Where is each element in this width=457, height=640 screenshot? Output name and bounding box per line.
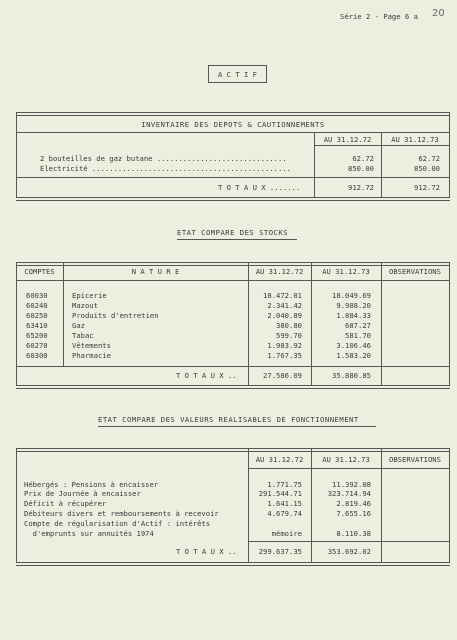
valeurs-row-v72: 1.641.15 bbox=[267, 499, 302, 508]
stocks-total-72: 27.586.09 bbox=[263, 371, 302, 380]
stocks-row-compte: 60030 bbox=[26, 291, 48, 300]
stocks-row-v72: 599.70 bbox=[276, 331, 302, 340]
valeurs-header-73: AU 31.12.73 bbox=[322, 455, 370, 464]
page-series-label: Série 2 - Page 6 a bbox=[340, 12, 418, 21]
valeurs-total-label: T O T A U X .. bbox=[176, 547, 237, 556]
stocks-row-nature: Mazout bbox=[72, 301, 98, 310]
inventaire-col-header-72: AU 31.12.72 bbox=[323, 135, 372, 144]
stocks-row-v72: 1.767.35 bbox=[267, 351, 302, 360]
stocks-row-nature: Epicerie bbox=[72, 291, 107, 300]
inventaire-row-v72: 850.00 bbox=[348, 164, 374, 173]
stocks-header-72: AU 31.12.72 bbox=[255, 267, 304, 276]
valeurs-row-label: Prix de Journée à encaisser bbox=[24, 489, 141, 498]
stocks-row-v73: 18.049.69 bbox=[332, 291, 371, 300]
stocks-row-v73: 1.884.33 bbox=[336, 311, 371, 320]
stocks-row-compte: 60240 bbox=[26, 301, 48, 310]
valeurs-row-v73: 323.714.94 bbox=[327, 489, 371, 498]
stocks-row-v73: 9.988.20 bbox=[336, 301, 371, 310]
stocks-row-nature: Produits d'entretien bbox=[72, 311, 159, 320]
stocks-row-v73: 687.27 bbox=[345, 321, 371, 330]
inventaire-total-73: 912.72 bbox=[414, 183, 440, 192]
stocks-row-compte: 65200 bbox=[26, 331, 48, 340]
valeurs-row-v72: 1.771.75 bbox=[267, 480, 302, 489]
stocks-row-v73: 581.70 bbox=[345, 331, 371, 340]
inventaire-title: INVENTAIRE DES DEPOTS & CAUTIONNEMENTS bbox=[141, 120, 325, 129]
stocks-row-v72: 18.472.01 bbox=[263, 291, 302, 300]
valeurs-row-v73: 2.819.46 bbox=[336, 499, 371, 508]
valeurs-row-v73: 7.655.16 bbox=[336, 509, 371, 518]
inventaire-row-v73: 62.72 bbox=[418, 154, 440, 163]
valeurs-row-label: Déficit à récupérer bbox=[24, 499, 107, 508]
valeurs-header-observations: OBSERVATIONS bbox=[389, 455, 441, 464]
stocks-row-v72: 2.341.42 bbox=[267, 301, 302, 310]
stocks-title: ETAT COMPARE DES STOCKS bbox=[177, 228, 289, 237]
valeurs-total-73: 353.692.02 bbox=[327, 547, 371, 556]
valeurs-title: ETAT COMPARE DES VALEURS REALISABLES DE FONCTIONNEMENT bbox=[98, 415, 359, 424]
stocks-row-compte: 60300 bbox=[26, 351, 48, 360]
stocks-row-v72: 2.040.89 bbox=[267, 311, 302, 320]
inventaire-row-label: 2 bouteilles de gaz butane .............................. bbox=[40, 154, 287, 163]
valeurs-row-label: d'emprunts sur annuités 1974 bbox=[24, 529, 154, 538]
stocks-header-73: AU 31.12.73 bbox=[322, 267, 370, 276]
inventaire-total-72: 912.72 bbox=[348, 183, 374, 192]
stocks-total-73: 35.880.85 bbox=[332, 371, 371, 380]
inventaire-row-label: Electricité .............................................. bbox=[40, 164, 291, 173]
stocks-row-compte: 60250 bbox=[26, 311, 48, 320]
valeurs-row-label: Débiteurs divers et remboursements à recevoir bbox=[24, 509, 219, 518]
inventaire-total-label: T O T A U X ....... bbox=[218, 183, 301, 192]
valeurs-row-label: Hébergés : Pensions à encaisser bbox=[24, 480, 159, 489]
handwritten-page-number: 20 bbox=[432, 8, 445, 19]
valeurs-row-v72: 4.679.74 bbox=[267, 509, 302, 518]
stocks-row-nature: Vêtements bbox=[72, 341, 111, 350]
valeurs-row-v73: 8.110.38 bbox=[336, 529, 371, 538]
valeurs-header-72: AU 31.12.72 bbox=[255, 455, 304, 464]
stocks-row-v72: 1.983.92 bbox=[267, 341, 302, 350]
valeurs-row-v73: 11.392.08 bbox=[332, 480, 371, 489]
stocks-header-observations: OBSERVATIONS bbox=[389, 267, 441, 276]
valeurs-row-v72: 291.544.71 bbox=[258, 489, 302, 498]
valeurs-row-v72: mémoire bbox=[271, 529, 302, 538]
stocks-row-compte: 63410 bbox=[26, 321, 48, 330]
actif-title: A C T I F bbox=[218, 70, 257, 79]
inventaire-col-header-73: AU 31.12.73 bbox=[391, 135, 439, 144]
valeurs-row-label: Compte de régularisation d'Actif : intérêts bbox=[24, 519, 211, 528]
stocks-row-nature: Pharmacie bbox=[72, 351, 111, 360]
stocks-row-compte: 60270 bbox=[26, 341, 48, 350]
inventaire-row-v72: 62.72 bbox=[352, 154, 374, 163]
stocks-header-nature: N A T U R E bbox=[131, 267, 180, 276]
inventaire-row-v73: 850.00 bbox=[414, 164, 440, 173]
stocks-total-label: T O T A U X .. bbox=[176, 371, 237, 380]
valeurs-total-72: 299.637.35 bbox=[258, 547, 302, 556]
stocks-header-comptes: COMPTES bbox=[24, 267, 55, 276]
stocks-row-v73: 1.583.20 bbox=[336, 351, 371, 360]
stocks-row-v72: 380.80 bbox=[276, 321, 302, 330]
stocks-row-nature: Gaz bbox=[72, 321, 85, 330]
stocks-row-v73: 3.106.46 bbox=[336, 341, 371, 350]
stocks-row-nature: Tabac bbox=[72, 331, 94, 340]
